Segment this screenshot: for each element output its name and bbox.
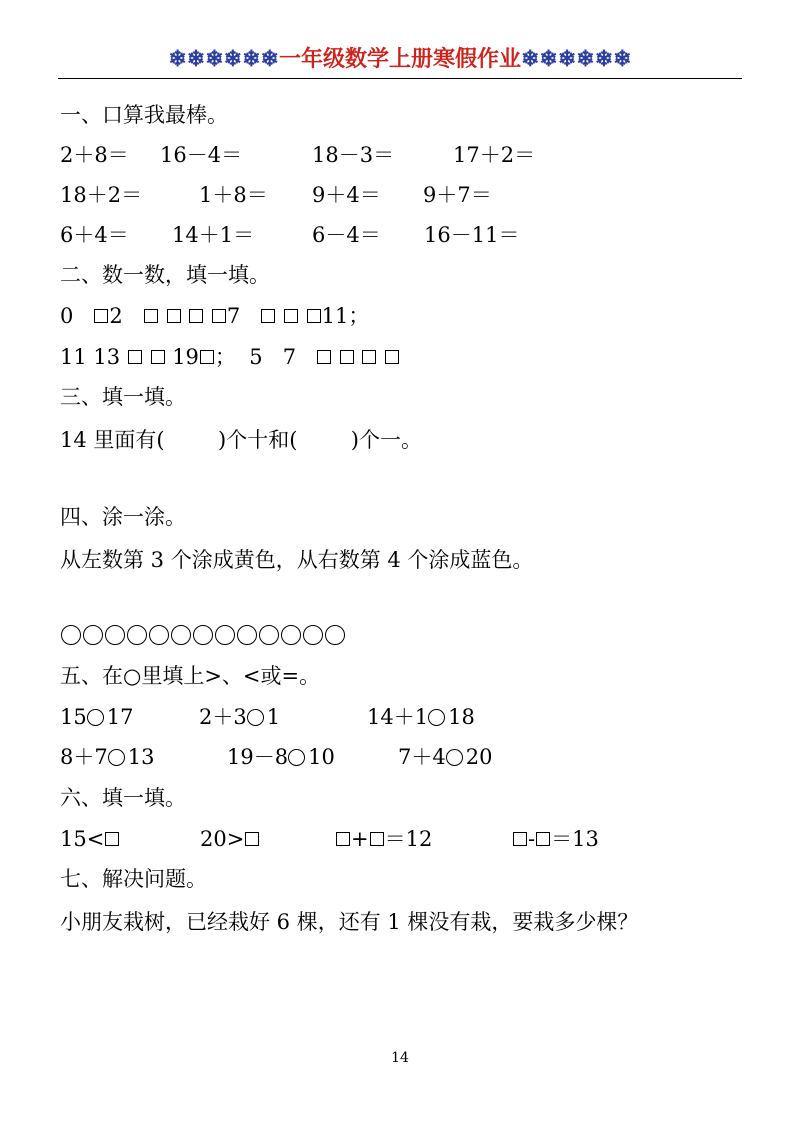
color-circle[interactable] (215, 625, 235, 645)
seq-number: 11； (321, 304, 370, 328)
blank-box[interactable] (200, 350, 214, 364)
color-circle[interactable] (83, 625, 103, 645)
blank-box[interactable] (128, 350, 142, 364)
compare-circle[interactable] (428, 709, 445, 726)
color-circle[interactable] (193, 625, 213, 645)
compare-item (199, 701, 280, 733)
color-circle[interactable] (259, 625, 279, 645)
compare-circle[interactable] (108, 749, 125, 766)
fill-text: 20> (200, 827, 245, 851)
arith-item: 17＋2＝ (453, 143, 536, 167)
tens-ones-text: 14 里面有( (60, 428, 165, 452)
compare-item (60, 741, 154, 773)
arith-item: 14＋1＝ (172, 223, 255, 247)
compare-item (60, 701, 133, 733)
header-rule (58, 78, 742, 79)
blank-box[interactable] (189, 309, 203, 323)
arith-item: 16－11＝ (424, 223, 520, 247)
blank-box[interactable] (536, 832, 550, 846)
section-4-heading: 四、涂一涂。 (60, 505, 186, 529)
blank-box[interactable] (167, 309, 181, 323)
fill-text: + (351, 827, 369, 851)
tens-ones-line (60, 424, 422, 456)
blank-box[interactable] (94, 309, 108, 323)
color-circle[interactable] (171, 625, 191, 645)
blank-box[interactable] (307, 309, 321, 323)
arith-item: 18＋2＝ (60, 183, 143, 207)
arith-item: 1＋8＝ (199, 183, 268, 207)
section-3-heading: 三、填一填。 (60, 385, 186, 409)
compare-right: 13 (127, 745, 155, 769)
compare-left: 15 (60, 705, 87, 729)
blank-box[interactable] (261, 309, 275, 323)
blank-box[interactable] (284, 309, 298, 323)
blank-box[interactable] (340, 350, 354, 364)
word-problem: 小朋友栽树，已经栽好 6 棵，还有 1 棵没有栽，要栽多少棵？ (60, 910, 639, 934)
compare-item (367, 701, 475, 733)
color-circle[interactable] (149, 625, 169, 645)
fill-text: ＝12 (384, 827, 433, 851)
section-1-heading: 一、口算我最棒。 (60, 103, 228, 127)
tens-ones-text: )个十和( (218, 428, 298, 452)
arith-item: 2＋8＝ (60, 143, 129, 167)
arith-item: 6＋4＝ (60, 223, 129, 247)
fill-item (512, 823, 599, 855)
color-circle[interactable] (105, 625, 125, 645)
tens-ones-text: )个一。 (350, 428, 422, 452)
page-number: 14 (391, 1050, 409, 1066)
blank-box[interactable] (317, 350, 331, 364)
blank-box[interactable] (385, 350, 399, 364)
section-7-heading: 七、解决问题。 (60, 867, 207, 891)
snowflake-icons-right: ❄❄❄❄❄❄ (521, 46, 632, 72)
color-circle[interactable] (127, 625, 147, 645)
seq-number: 7 (226, 304, 241, 328)
sequence-line-1 (60, 300, 369, 332)
compare-left: 19－8 (227, 745, 289, 769)
fill-text: - (528, 827, 536, 851)
blank-box[interactable] (336, 832, 350, 846)
compare-circle[interactable] (247, 709, 264, 726)
sequence-line-2 (60, 341, 400, 373)
seq-number: 11 13 (60, 345, 121, 369)
separator: ； (214, 345, 236, 369)
blank-box[interactable] (144, 309, 158, 323)
compare-item (227, 741, 335, 773)
blank-box[interactable] (513, 832, 527, 846)
compare-right: 17 (106, 705, 134, 729)
color-circle[interactable] (303, 625, 323, 645)
blank-box[interactable] (370, 832, 384, 846)
compare-right: 18 (448, 705, 475, 729)
fill-item (200, 823, 260, 855)
color-circle[interactable] (61, 625, 81, 645)
arith-item: 18－3＝ (312, 143, 395, 167)
compare-right: 1 (266, 705, 281, 729)
compare-circle[interactable] (87, 709, 104, 726)
color-circle[interactable] (325, 625, 345, 645)
compare-left: 7＋4 (398, 745, 446, 769)
seq-number: 5 (249, 345, 263, 369)
blank-box[interactable] (362, 350, 376, 364)
seq-number: 2 (109, 304, 123, 328)
fill-item (335, 823, 432, 855)
seq-number: 7 (282, 345, 297, 369)
snowflake-icons-left: ❄❄❄❄❄❄ (168, 46, 279, 72)
compare-right: 10 (308, 745, 335, 769)
compare-circle[interactable] (288, 749, 305, 766)
section-6-heading: 六、填一填。 (60, 786, 186, 810)
blank-box[interactable] (151, 350, 165, 364)
arith-item: 6－4＝ (312, 223, 381, 247)
seq-number: 0 (60, 304, 74, 328)
compare-circle[interactable] (446, 749, 463, 766)
section-2-heading: 二、数一数，填一填。 (60, 263, 270, 287)
compare-right: 20 (465, 745, 493, 769)
color-circle[interactable] (281, 625, 301, 645)
blank-box[interactable] (212, 309, 226, 323)
fill-item (60, 823, 120, 855)
seq-number: 19 (172, 345, 199, 369)
arith-item: 16－4＝ (160, 143, 243, 167)
compare-left: 8＋7 (60, 745, 108, 769)
circle-row (61, 618, 347, 650)
fill-text: 15< (60, 827, 105, 851)
blank-box[interactable] (105, 832, 119, 846)
fill-text: ＝13 (551, 827, 599, 851)
arith-item: 9＋7＝ (423, 183, 492, 207)
compare-left: 14＋1 (367, 705, 429, 729)
compare-left: 2＋3 (199, 705, 247, 729)
color-circle[interactable] (237, 625, 257, 645)
section-5-heading: 五、在○里填上>、<或=。 (60, 664, 321, 688)
page-header (0, 42, 800, 76)
blank-box[interactable] (245, 832, 259, 846)
compare-item (398, 741, 492, 773)
page-title: 一年级数学上册寒假作业 (278, 47, 521, 72)
arith-item: 9＋4＝ (312, 183, 381, 207)
coloring-instruction: 从左数第 3 个涂成黄色，从右数第 4 个涂成蓝色。 (60, 548, 534, 572)
